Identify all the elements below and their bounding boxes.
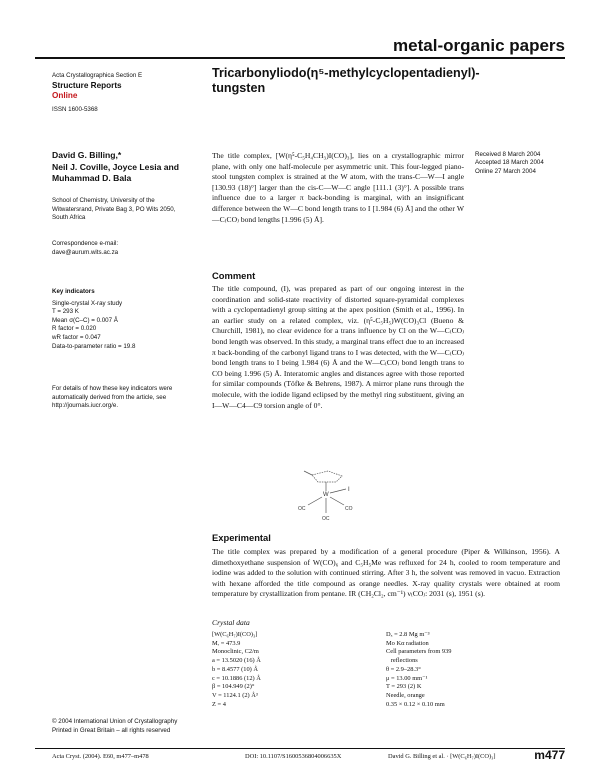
crystal-data-row: Dₓ = 2.8 Mg m⁻³ bbox=[386, 631, 430, 638]
author-list bbox=[52, 150, 222, 185]
section-title: metal-organic papers bbox=[393, 36, 565, 55]
co-right-label: CO bbox=[345, 506, 353, 512]
key-indicator: T = 293 K bbox=[52, 308, 79, 316]
crystal-data-row: Z = 4 bbox=[212, 700, 226, 708]
methyl-bond bbox=[304, 471, 312, 475]
journal-line: Acta Crystallographica Section E bbox=[52, 72, 143, 79]
correspondence-label: Correspondence e-mail: bbox=[52, 240, 119, 247]
co-bottom-label: OC bbox=[322, 516, 330, 522]
w-co-left-bond bbox=[308, 497, 322, 505]
key-indicator: Single-crystal X-ray study bbox=[52, 299, 123, 307]
key-indicator: Data-to-parameter ratio = 19.8 bbox=[52, 342, 136, 350]
cyclopentadienyl-ring bbox=[312, 471, 342, 482]
comment-text: The title compound, (I), was prepared as part of our ongoing interest in the coordination and solid-state reactivity of distorted square-pyramidal complexes with a cyclopentadienyl group sitting at the apex position (Smith et al., 1996). In an earlier study on a related complex, viz. (η⁵-C₅H₅)W(CO)₃Cl (Bueno & Churchill, 1981), no clear evidence for a trans influence by Cl on the W—C₍CO₎ bond length was observed. In this study, a marginal trans effect due to an increased π back-bonding of the carbonyl ligand trans to I was detected, with the W—C₍CO₎ bond length trans to I being 1.984 (6) Å and the W—C₍CO₎ bond length trans to CO being 1.996 (5) Å. Interatomic angles and distances agree with those reported for similar compounds (Töfke & Behrens, 1987). A mirror plane runs through the molecule, with the iodide ligand eclipsed by the methyl ring substituent, giving an I—W—C4—C9 torsion angle of 0°. bbox=[212, 284, 464, 410]
abstract: The title complex, [W(η⁵-C₅H₄CH₃)I(CO)₃], lies on a crystallographic mirror plane, with only one half-molecule per asymmetric unit. This four-legged piano-stool tungsten complex is strained at the W atom, with the trans-C—W—I angle [130.93 (18)°] larger than the cis-C—W—C angle [111.1 (3)°]. A possible trans influence due to a larger π back-bonding is marginal, with an insignificant difference between the W—C bond length trans to I [1.984 (6) Å] and the other W—C₍CO₎ bond lengths [1.996 (5) Å]. bbox=[212, 151, 464, 224]
key-indicators bbox=[52, 288, 202, 351]
details-note bbox=[52, 385, 202, 411]
affiliation-line: South Africa bbox=[52, 214, 86, 222]
crystal-data-right bbox=[386, 631, 556, 709]
crystal-data-row: Cell parameters from 939 bbox=[386, 648, 452, 656]
key-indicator: Mean σ(C–C) = 0.007 Å bbox=[52, 316, 118, 324]
copyright-line: © 2004 International Union of Crystallography bbox=[52, 718, 178, 725]
details-link[interactable]: http://journals.iucr.org/e. bbox=[52, 402, 119, 410]
experimental-text: The title complex was prepared by a modification of a general procedure (Piper & Wilkinson, 1956). A dimethoxyethane suspension of W(CO)₆ and C₅H₅Me was refluxed for 24 h, cooled to room temperature and iodine was added to the solution with continued stirring. After 3 h, the solvent was removed in vacuo. Extraction with hexane afforded the title compound as orange needles. X-ray quality crystals were obtained at room temperature by crystallization from pentane. IR (CH₂Cl₂, cm⁻¹) ν₍CO₎: 2031 (s), 1951 (s). bbox=[212, 547, 560, 599]
crystal-data-left bbox=[212, 631, 362, 709]
author-line: Muhammad D. Bala bbox=[52, 173, 132, 183]
footer-doi[interactable]: DOI: 10.1107/S1600536804006635X bbox=[245, 753, 342, 760]
footer-running-title: David G. Billing et al. · [W(C₆H₇)I(CO)₃] bbox=[388, 753, 496, 760]
affiliation-line: Witwatersrand, Private Bag 3, PO Wits 2050, bbox=[52, 205, 176, 213]
author-line: David G. Billing,* bbox=[52, 150, 122, 160]
w-i-bond bbox=[330, 489, 346, 493]
molecule-diagram bbox=[272, 465, 382, 527]
key-indicators-title: Key indicators bbox=[52, 288, 95, 295]
comment-heading: Comment bbox=[212, 270, 256, 281]
details-line: automatically derived from the article, see bbox=[52, 393, 167, 401]
correspondence bbox=[52, 240, 202, 257]
paper-title-line: tungsten bbox=[212, 81, 266, 95]
crystal-data-row: μ = 13.00 mm⁻¹ bbox=[386, 674, 428, 682]
crystal-data-row: c = 10.1886 (12) Å bbox=[212, 674, 261, 682]
iodide-label: I bbox=[348, 487, 350, 493]
journal-online: Online bbox=[52, 90, 78, 100]
paper-title-line: Tricarbonyliodo(η⁵-methylcyclopentadienyl)- bbox=[212, 66, 480, 80]
date-received: Received 8 March 2004 bbox=[475, 151, 541, 158]
crystal-data-heading: Crystal data bbox=[212, 618, 250, 627]
copyright bbox=[52, 718, 202, 735]
crystal-data-row: a = 13.5020 (16) Å bbox=[212, 657, 261, 665]
crystal-data-row: β = 104.949 (2)° bbox=[212, 683, 255, 691]
co-left-label: OC bbox=[298, 506, 306, 512]
crystal-data-row: θ = 2.9–28.3° bbox=[386, 665, 421, 673]
journal-block bbox=[52, 72, 202, 114]
header-rule bbox=[35, 57, 565, 59]
details-line: For details of how these key indicators were bbox=[52, 385, 173, 392]
key-indicator: wR factor = 0.047 bbox=[52, 333, 101, 341]
crystal-data-row: reflections bbox=[386, 657, 418, 665]
crystal-data-row: [W(C₆H₇)I(CO)₃] bbox=[212, 631, 258, 638]
affiliation bbox=[52, 197, 202, 223]
date-online: Online 27 March 2004 bbox=[475, 167, 536, 175]
key-indicators-list bbox=[52, 300, 202, 352]
w-co-right-bond bbox=[330, 497, 344, 505]
author-line: Neil J. Coville, Joyce Lesia and bbox=[52, 161, 180, 172]
key-indicator: R factor = 0.020 bbox=[52, 325, 97, 333]
experimental-heading: Experimental bbox=[212, 532, 271, 543]
correspondence-email[interactable]: dave@aurum.wits.ac.za bbox=[52, 248, 119, 256]
page-number: m477 bbox=[534, 748, 565, 762]
affiliation-line: School of Chemistry, University of the bbox=[52, 197, 155, 204]
paper-title bbox=[212, 66, 552, 96]
crystal-data-row: b = 8.4577 (10) Å bbox=[212, 665, 259, 673]
issn: ISSN 1600-5368 bbox=[52, 105, 98, 113]
crystal-data-row: V = 1124.1 (2) Å³ bbox=[212, 691, 258, 699]
dates bbox=[475, 151, 575, 176]
crystal-data-row: Mᵣ = 473.9 bbox=[212, 639, 241, 647]
metal-label: W bbox=[323, 492, 329, 498]
date-accepted: Accepted 18 March 2004 bbox=[475, 159, 544, 167]
crystal-data-row: T = 293 (2) K bbox=[386, 683, 422, 691]
journal-title: Structure Reports bbox=[52, 80, 122, 90]
crystal-data-row: Mo Kα radiation bbox=[386, 639, 429, 647]
copyright-line: Printed in Great Britain – all rights reserved bbox=[52, 726, 171, 734]
crystal-data-row: Monoclinic, C2/m bbox=[212, 648, 259, 656]
footer-citation: Acta Cryst. (2004). E60, m477–m478 bbox=[52, 753, 149, 760]
crystal-data-row: 0.35 × 0.12 × 0.10 mm bbox=[386, 700, 445, 708]
footer-rule bbox=[35, 748, 565, 749]
crystal-data-row: Needle, orange bbox=[386, 691, 425, 699]
